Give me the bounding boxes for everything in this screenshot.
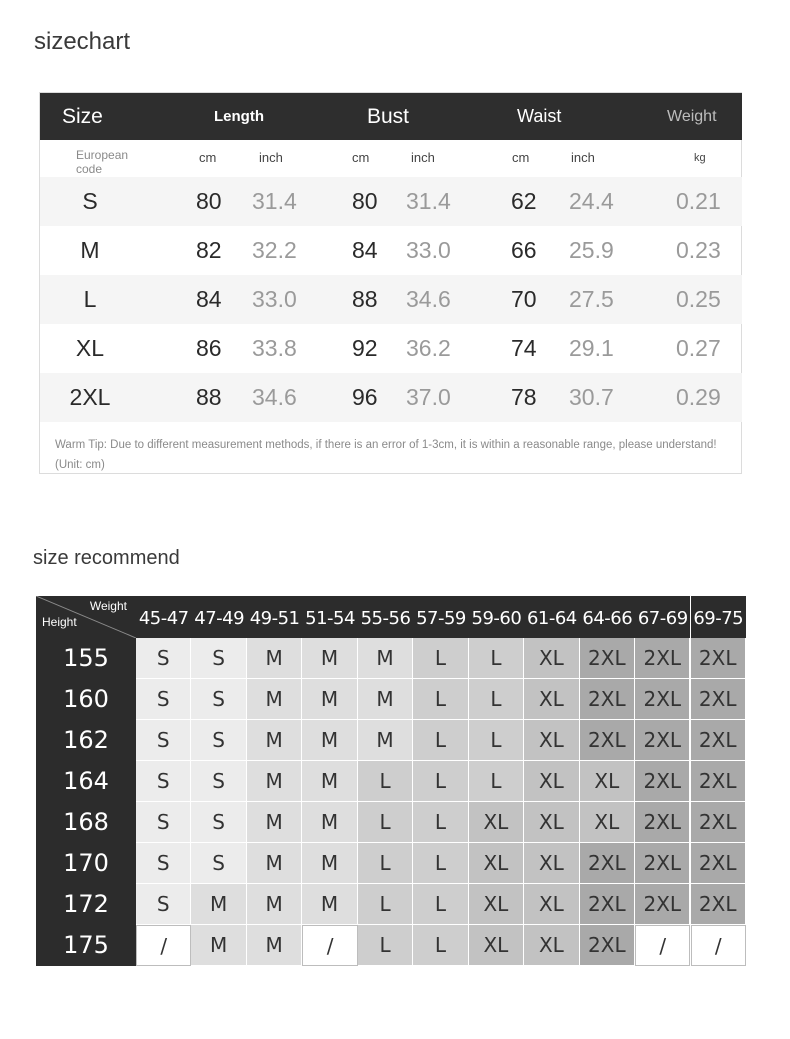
size-cell: 2XL [635,679,690,720]
weight-range-header: 49-51 [247,596,302,638]
size-cell: M [247,925,302,966]
weight-range-header: 61-64 [524,596,579,638]
size-cell: L [413,720,468,761]
weight-range-header: 57-59 [413,596,468,638]
size-cell: M [302,884,357,925]
cell-waist-cm: 66 [511,237,537,263]
header-weight: Weight [667,108,717,125]
weight-range-header: 67-69 [635,596,690,638]
height-header: 170 [36,843,136,884]
cell-weight: 0.29 [676,384,721,410]
height-header: 172 [36,884,136,925]
cell-bust-in: 36.2 [406,335,451,361]
size-cell: L [358,925,413,966]
size-cell: 2XL [635,802,690,843]
size-cell: 2XL [691,884,746,925]
size-cell: L [413,843,468,884]
cell-length-in: 34.6 [252,384,297,410]
cell-length-in: 33.8 [252,335,297,361]
size-cell: 2XL [635,638,690,679]
size-cell: XL [469,843,524,884]
cell-length-cm: 88 [196,384,222,410]
cell-bust-in: 34.6 [406,286,451,312]
size-cell: XL [524,925,579,966]
unit-inch: inch [571,150,595,165]
weight-range-header: 59-60 [469,596,524,638]
size-cell: L [469,679,524,720]
size-chart-row [40,226,742,275]
warm-tip: Warm Tip: Due to different measurement methods, if there is an error of 1-3cm, it is within a reasonable range, please understand! [55,439,717,451]
cell-bust-in: 37.0 [406,384,451,410]
size-cell: L [469,638,524,679]
cell-size: L [83,286,97,312]
size-cell: M [358,638,413,679]
cell-waist-cm: 78 [511,384,537,410]
size-cell: L [413,761,468,802]
size-cell: S [191,679,246,720]
size-cell: 2XL [691,843,746,884]
weight-range-header: 55-56 [358,596,413,638]
size-cell: M [247,720,302,761]
size-cell: / [691,925,746,966]
size-cell: 2XL [635,884,690,925]
size-cell: S [136,720,191,761]
cell-waist-in: 29.1 [569,335,614,361]
size-cell: 2XL [691,679,746,720]
cell-weight: 0.27 [676,335,721,361]
size-cell: XL [469,884,524,925]
size-cell: L [413,925,468,966]
cell-weight: 0.23 [676,237,721,263]
size-cell: S [136,679,191,720]
size-chart-row [40,324,742,373]
size-cell: S [136,884,191,925]
cell-size: M [80,237,100,263]
corner-weight-label: Weight [89,599,127,613]
size-cell: 2XL [691,761,746,802]
size-cell: 2XL [580,720,635,761]
cell-bust-cm: 80 [352,188,378,214]
size-cell: M [247,843,302,884]
size-cell: M [302,720,357,761]
size-cell: 2XL [635,761,690,802]
weight-range-header: 64-66 [580,596,635,638]
cell-length-in: 33.0 [252,286,297,312]
cell-size: XL [75,335,105,361]
size-cell: XL [524,679,579,720]
size-cell: M [302,679,357,720]
size-cell: XL [580,761,635,802]
size-cell: / [302,925,357,966]
size-cell: M [358,720,413,761]
size-cell: 2XL [580,884,635,925]
size-cell: XL [524,843,579,884]
size-cell: 2XL [580,679,635,720]
unit-inch: inch [259,150,283,165]
size-cell: 2XL [691,638,746,679]
size-cell: 2XL [580,843,635,884]
size-cell: / [136,925,191,966]
unit-kg: kg [694,152,706,164]
size-cell: M [302,638,357,679]
cell-bust-cm: 84 [352,237,378,263]
size-cell: M [302,802,357,843]
cell-length-cm: 82 [196,237,222,263]
size-cell: L [358,802,413,843]
size-cell: M [247,679,302,720]
cell-waist-in: 30.7 [569,384,614,410]
cell-bust-cm: 88 [352,286,378,312]
weight-range-header: 45-47 [136,596,191,638]
size-cell: 2XL [691,802,746,843]
size-cell: XL [524,720,579,761]
cell-waist-cm: 70 [511,286,537,312]
corner-header [36,596,136,638]
height-header: 155 [36,638,136,679]
size-cell: XL [524,638,579,679]
size-cell: L [358,761,413,802]
height-header: 162 [36,720,136,761]
header-size: Size [62,105,103,128]
size-cell: 2XL [580,925,635,966]
size-recommend-table [36,596,746,967]
size-chart-title: sizechart [34,28,131,55]
size-cell: M [358,679,413,720]
size-cell: XL [580,802,635,843]
european-code-label: European code [76,148,129,176]
cell-bust-cm: 92 [352,335,378,361]
size-cell: M [247,884,302,925]
cell-weight: 0.21 [676,188,721,214]
size-cell: XL [524,761,579,802]
size-cell: 2XL [691,720,746,761]
height-header: 160 [36,679,136,720]
size-cell: L [469,720,524,761]
size-cell: S [136,843,191,884]
cell-length-in: 32.2 [252,237,297,263]
size-cell: 2XL [580,638,635,679]
size-cell: S [136,802,191,843]
size-cell: S [136,761,191,802]
cell-length-cm: 84 [196,286,222,312]
size-cell: XL [524,802,579,843]
unit-inch: inch [411,150,435,165]
cell-waist-cm: 74 [511,335,537,361]
weight-range-header: 69-75 [691,596,746,638]
size-cell: S [191,638,246,679]
size-cell: S [191,802,246,843]
unit-cm: cm [199,150,217,165]
size-chart-row [40,275,742,324]
cell-bust-in: 33.0 [406,237,451,263]
size-cell: M [191,925,246,966]
header-bust: Bust [367,105,410,128]
weight-range-header: 51-54 [302,596,357,638]
size-cell: XL [524,884,579,925]
height-header: 175 [36,925,136,966]
cell-waist-in: 27.5 [569,286,614,312]
cell-waist-in: 24.4 [569,188,614,214]
cell-size: 2XL [69,384,111,410]
height-header: 164 [36,761,136,802]
size-cell: S [191,761,246,802]
size-cell: / [635,925,690,966]
cell-waist-cm: 62 [511,188,537,214]
cell-length-in: 31.4 [252,188,297,214]
unit-note: (Unit: cm) [55,459,105,471]
cell-size: S [82,188,98,214]
size-cell: S [136,638,191,679]
size-cell: M [302,761,357,802]
cell-length-cm: 80 [196,188,222,214]
size-cell: S [191,843,246,884]
header-length: Length [214,108,264,125]
size-cell: M [302,843,357,884]
size-cell: L [358,843,413,884]
corner-height-label: Height [42,615,77,629]
header-waist: Waist [517,106,562,126]
size-recommend-title: size recommend [33,547,180,569]
size-cell: XL [469,925,524,966]
size-cell: 2XL [635,720,690,761]
unit-cm: cm [352,150,370,165]
size-chart-row [40,373,742,422]
cell-length-cm: 86 [196,335,222,361]
height-header: 168 [36,802,136,843]
size-cell: 2XL [635,843,690,884]
cell-weight: 0.25 [676,286,721,312]
size-cell: S [191,720,246,761]
weight-range-header: 47-49 [191,596,246,638]
size-cell: M [247,802,302,843]
size-cell: M [247,761,302,802]
size-cell: L [413,638,468,679]
size-chart-header [40,93,742,140]
size-cell: XL [469,802,524,843]
size-chart-row [40,177,742,226]
size-cell: M [247,638,302,679]
cell-bust-cm: 96 [352,384,378,410]
size-chart-table [39,92,742,474]
cell-waist-in: 25.9 [569,237,614,263]
size-cell: L [413,884,468,925]
size-cell: L [413,802,468,843]
size-cell: L [413,679,468,720]
size-cell: M [191,884,246,925]
size-cell: L [358,884,413,925]
unit-cm: cm [512,150,530,165]
size-cell: L [469,761,524,802]
cell-bust-in: 31.4 [406,188,451,214]
